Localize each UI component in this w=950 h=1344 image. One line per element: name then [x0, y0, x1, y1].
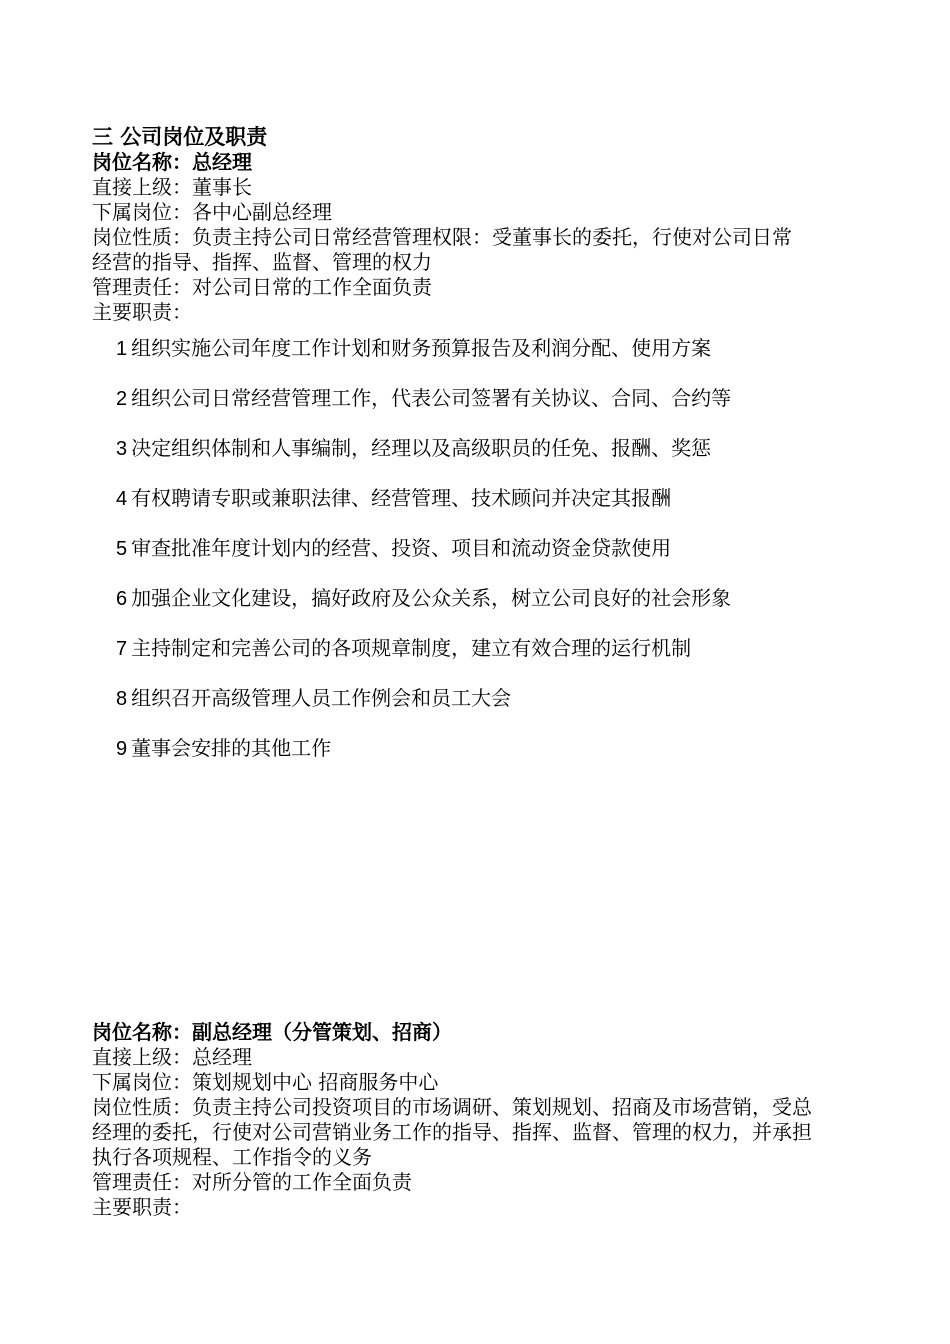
post1-subordinates: 下属岗位：各中心副总经理 — [92, 200, 332, 224]
duty-number: 4 — [116, 488, 128, 510]
duty-text: 组织召开高级管理人员工作例会和员工大会 — [131, 686, 512, 710]
post2-responsibility: 管理责任：对所分管的工作全面负责 — [92, 1170, 412, 1194]
duty-item — [116, 736, 876, 786]
duty-item — [116, 336, 876, 386]
duty-item — [116, 486, 876, 536]
post2-duties-label: 主要职责： — [92, 1195, 192, 1219]
post1-nature-line-1: 岗位性质：负责主持公司日常经营管理权限：受董事长的委托，行使对公司日常 — [92, 225, 792, 249]
post1-duties-list — [116, 336, 876, 786]
post2-nature-line-3: 执行各项规程、工作指令的义务 — [92, 1145, 372, 1169]
duty-number: 1 — [116, 338, 128, 360]
post1-responsibility: 管理责任：对公司日常的工作全面负责 — [92, 275, 432, 299]
duty-number: 7 — [116, 638, 128, 660]
post1-header-block — [92, 124, 867, 325]
duty-text: 有权聘请专职或兼职法律、经营管理、技术顾问并决定其报酬 — [131, 486, 672, 510]
duty-text: 董事会安排的其他工作 — [131, 736, 332, 760]
post1-superior: 直接上级：董事长 — [92, 175, 252, 199]
duty-item — [116, 536, 876, 586]
post2-nature-line-2: 经理的委托，行使对公司营销业务工作的指导、指挥、监督、管理的权力，并承担 — [92, 1120, 812, 1144]
duty-number: 3 — [116, 438, 128, 460]
duty-text: 组织实施公司年度工作计划和财务预算报告及利润分配、使用方案 — [131, 336, 712, 360]
duty-number: 9 — [116, 738, 128, 760]
duty-number: 8 — [116, 688, 128, 710]
duty-item — [116, 586, 876, 636]
post1-title: 岗位名称：总经理 — [92, 150, 252, 174]
duty-item — [116, 636, 876, 686]
duty-text: 决定组织体制和人事编制，经理以及高级职员的任免、报酬、奖惩 — [131, 436, 712, 460]
post1-nature-line-2: 经营的指导、指挥、监督、管理的权力 — [92, 250, 432, 274]
post1-duties-label: 主要职责： — [92, 300, 192, 324]
duty-text: 审查批准年度计划内的经营、投资、项目和流动资金贷款使用 — [131, 536, 672, 560]
post2-header-block — [92, 1020, 867, 1220]
post2-subordinates: 下属岗位：策划规划中心 招商服务中心 — [92, 1070, 439, 1094]
duty-item — [116, 386, 876, 436]
section-title: 三 公司岗位及职责 — [92, 125, 268, 149]
post2-title: 岗位名称：副总经理（分管策划、招商） — [92, 1020, 452, 1044]
post2-nature-line-1: 岗位性质：负责主持公司投资项目的市场调研、策划规划、招商及市场营销，受总 — [92, 1095, 812, 1119]
duty-number: 6 — [116, 588, 128, 610]
duty-number: 5 — [116, 538, 128, 560]
duty-text: 组织公司日常经营管理工作，代表公司签署有关协议、合同、合约等 — [131, 386, 732, 410]
duty-item — [116, 436, 876, 486]
duty-number: 2 — [116, 388, 128, 410]
duty-item — [116, 686, 876, 736]
post2-superior: 直接上级：总经理 — [92, 1045, 252, 1069]
duty-text: 主持制定和完善公司的各项规章制度，建立有效合理的运行机制 — [131, 636, 692, 660]
duty-text: 加强企业文化建设，搞好政府及公众关系，树立公司良好的社会形象 — [131, 586, 732, 610]
